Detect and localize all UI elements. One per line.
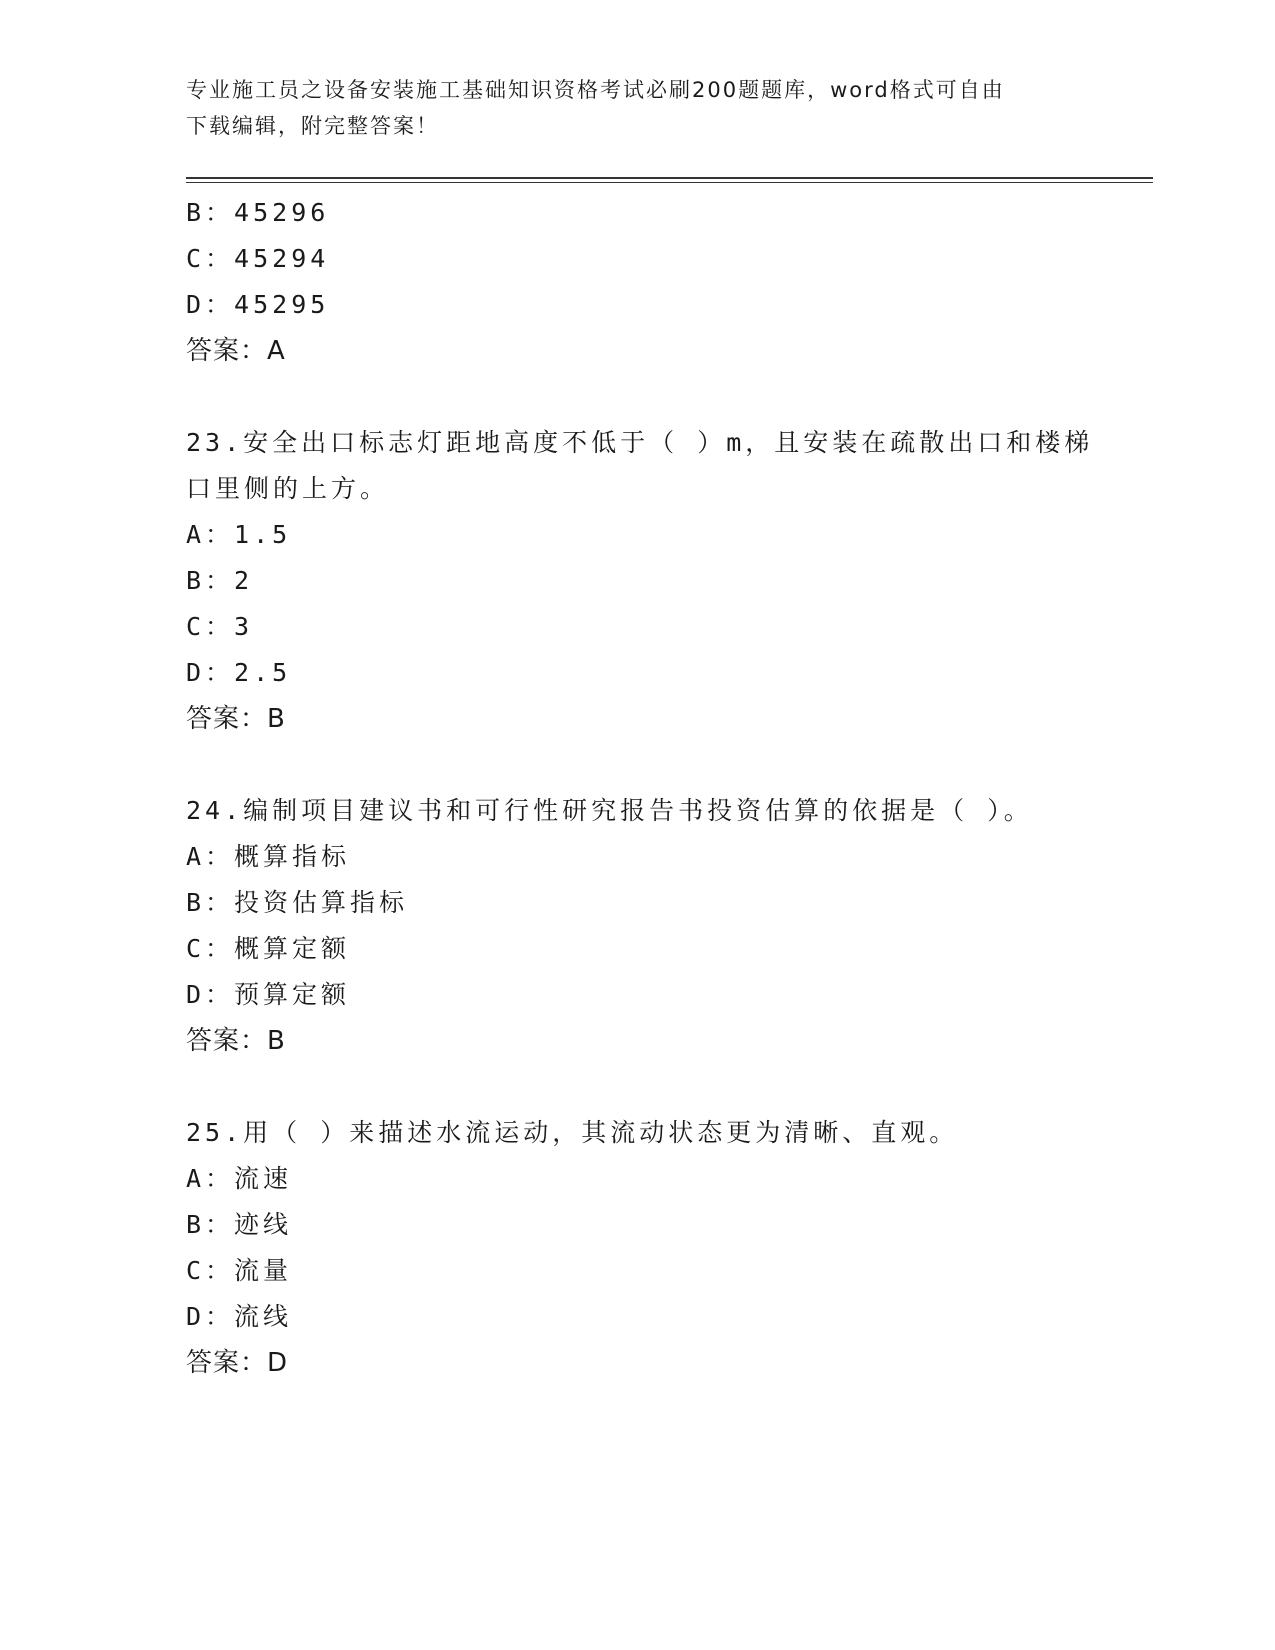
option-c: C：3	[186, 612, 254, 641]
option-b: B：2	[186, 566, 254, 595]
option-a: A：流速	[186, 1164, 293, 1193]
question-25	[186, 1110, 1086, 1386]
question-stem-line-2: 口里侧的上方。	[186, 474, 390, 503]
option-a: A：1.5	[186, 520, 292, 549]
option-d: D：2.5	[186, 658, 292, 687]
answer-label: 答案：B	[186, 1026, 286, 1056]
header-divider-thin	[186, 182, 1153, 183]
answer-label: 答案：A	[186, 336, 286, 366]
answer-label: 答案：B	[186, 704, 286, 734]
option-c: C：45294	[186, 244, 330, 273]
question-stem: 24.编制项目建议书和可行性研究报告书投资估算的依据是（ ）。	[186, 796, 1033, 825]
option-d: D：45295	[186, 290, 330, 319]
question-24	[186, 788, 1086, 1064]
option-b: B：投资估算指标	[186, 888, 409, 917]
option-d: D：流线	[186, 1302, 293, 1331]
option-c: C：流量	[186, 1256, 293, 1285]
option-c: C：概算定额	[186, 934, 351, 963]
question-23	[186, 420, 1094, 742]
option-d: D：预算定额	[186, 980, 351, 1009]
header-title-line-1: 专业施工员之设备安装施工基础知识资格考试必刷200题题库，word格式可自由	[186, 78, 1005, 102]
question-stem	[186, 420, 1094, 512]
question-22-continuation	[186, 190, 1086, 374]
answer-label: 答案：D	[186, 1348, 289, 1378]
spacer	[186, 742, 1086, 788]
option-b: B：迹线	[186, 1210, 293, 1239]
document-header	[186, 72, 1076, 144]
question-stem: 25.用（ ）来描述水流运动，其流动状态更为清晰、直观。	[186, 1118, 959, 1147]
option-b: B：45296	[186, 198, 330, 227]
spacer	[186, 1064, 1086, 1110]
header-divider-thick	[186, 177, 1153, 179]
question-list	[186, 190, 1094, 1386]
header-title-line-2: 下载编辑，附完整答案！	[186, 114, 439, 138]
question-stem-line-1: 23.安全出口标志灯距地高度不低于（ ）m，且安装在疏散出口和楼梯	[186, 428, 1094, 457]
option-a: A：概算指标	[186, 842, 351, 871]
spacer	[186, 374, 1086, 420]
